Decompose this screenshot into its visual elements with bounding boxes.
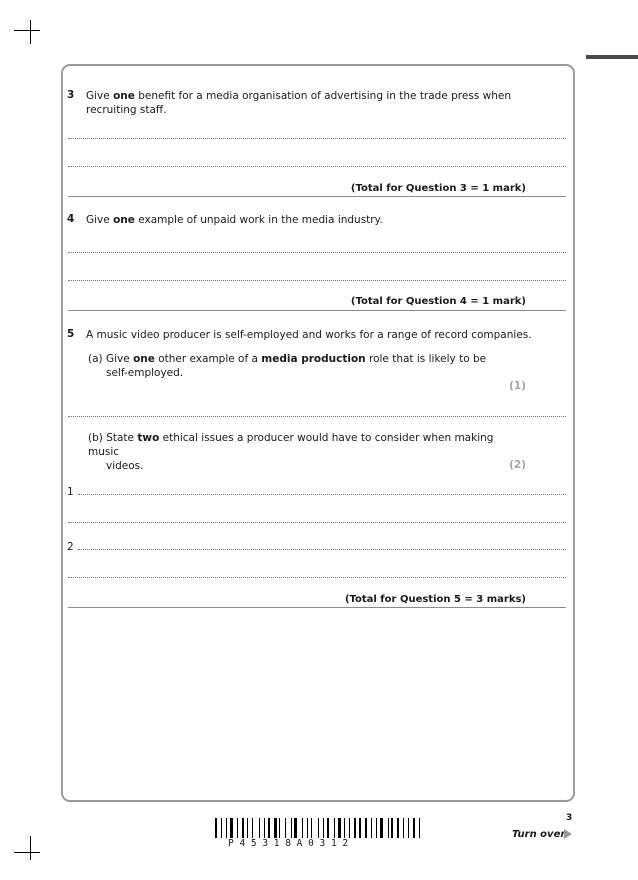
crop-mark-bottom-left-v [30,836,31,860]
question-divider [68,607,566,608]
answer-line[interactable] [78,494,566,495]
crop-mark-top-left-v [30,20,31,44]
question-3-text: Give one benefit for a media organisation of advertising in the trade press when recruiting staff. [86,90,511,116]
question-4-text: Give one example of unpaid work in the media industry. [86,214,383,226]
crop-mark-top-left-h [14,30,40,31]
question-divider [68,310,566,311]
answer-line[interactable] [68,416,566,417]
question-5a-text: (a) Give one other example of a media production role that is likely to be self-employed. [88,353,487,379]
question-5a-marks: (1) [509,380,526,392]
answer-line[interactable] [68,522,566,523]
question-4-total: (Total for Question 4 = 1 mark) [350,296,526,307]
question-3-total: (Total for Question 3 = 1 mark) [350,183,526,194]
turn-over-label: Turn over [512,829,566,840]
question-divider [68,196,566,197]
barcode [215,818,423,838]
page-edge-bar [586,55,638,59]
question-3-number: 3 [67,89,75,101]
arrow-right-icon [564,829,572,839]
answer-line[interactable] [68,577,566,578]
question-5b-text: (b) State two ethical issues a producer would have to consider when making music videos. [88,432,494,472]
answer-label-2: 2 [67,541,74,553]
answer-line[interactable] [78,549,566,550]
answer-line[interactable] [68,280,566,281]
question-5-total: (Total for Question 5 = 3 marks) [344,594,526,605]
question-4-number: 4 [67,213,75,225]
answer-label-1: 1 [67,486,74,498]
question-5b-marks: (2) [509,459,526,471]
barcode-text: P 4 5 3 1 8 A 0 3 1 2 [228,838,349,849]
answer-line[interactable] [68,138,566,139]
page-number: 3 [566,813,573,823]
answer-line[interactable] [68,252,566,253]
question-5-number: 5 [67,328,75,340]
crop-mark-bottom-left-h [14,852,40,853]
answer-line[interactable] [68,166,566,167]
question-5-text: A music video producer is self-employed and works for a range of record companies. [86,329,532,341]
